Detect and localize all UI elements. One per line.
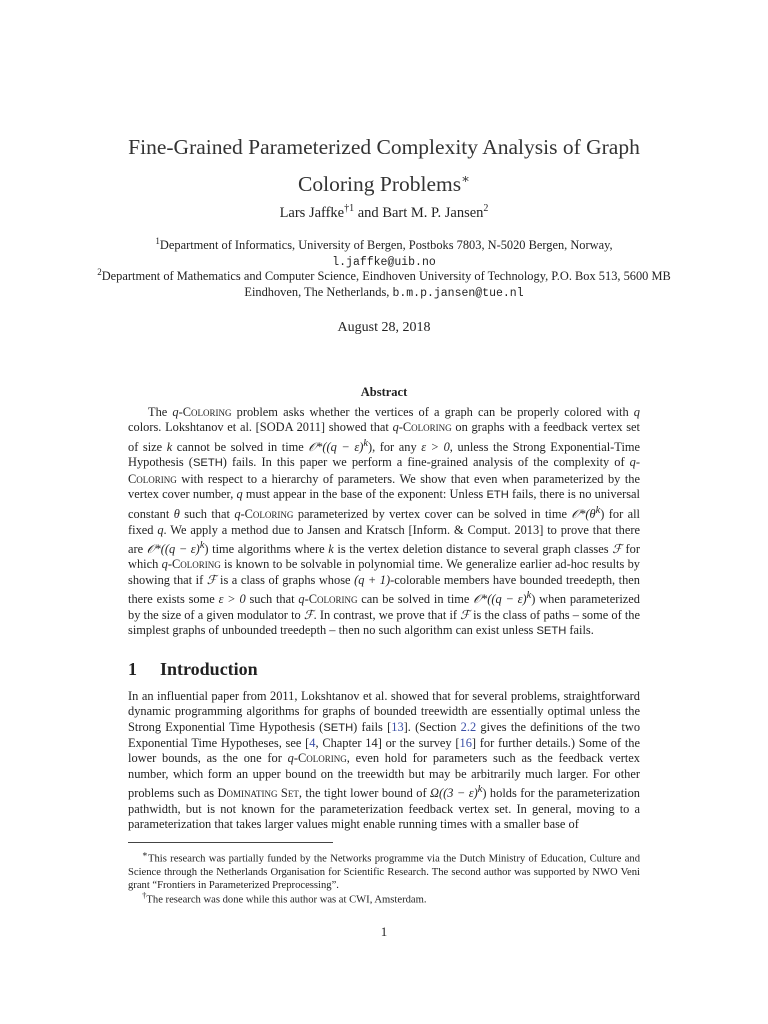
section-heading-introduction: 1 Introduction bbox=[128, 659, 258, 679]
affiliation-1: $^1$Department of Informatics, University of Bergen, Postboks 7803, N-5020 Bergen, Norway, l.jaffke@uib.no bbox=[155, 236, 613, 270]
email-link-2[interactable]: b.m.p.jansen@tue.nl bbox=[392, 287, 524, 301]
citation-link-13[interactable]: 13 bbox=[391, 719, 404, 734]
email-link-1[interactable]: l.jaffke@uib.no bbox=[332, 256, 436, 270]
citation-link-16[interactable]: 16 bbox=[459, 736, 472, 751]
paper-title: Fine-Grained Parameterized Complexity Analysis of Graph Coloring Problems∗ bbox=[128, 135, 640, 197]
section-link-2-2[interactable]: 2.2 bbox=[460, 719, 477, 734]
footnote-2: †The research was done while this author was at CWI, Amsterdam. bbox=[142, 890, 427, 906]
introduction-paragraph: In an influential paper from 2011, Lokshtanov et al. showed that for several problems, straightforward dynamic programming algorithms for graphs of bounded treewidth are essentially optimal unless the Strong Exponential Time Hypothesis (SETH) fails [13]. (Section 2.2 gives the definitions of the two Exponential Time Hypotheses, see [4, Chapter 14] or the survey [16] for further details.) Some of the lower bounds, as the one for q-Coloring, even hold for parameters such as the feedback vertex number, which form an upper bound on the treewidth but may be arbitrarily much larger. For other problems such as Dominating Set, the tight lower bound of $\Omega((3 - \varepsilon)^k)$ holds for the parameterization pathwidth, but is not known for the parameterization feedback vertex set. In general, moving to a parameterization that takes larger values might enable running times with a smaller base of bbox=[128, 689, 641, 831]
affiliation-2: $^2$Department of Mathematics and Computer Science, Eindhoven University of Technology, P.O. Box 513, 5600 MB Eindhoven, The Netherlands, b.m.p.jansen@tue.nl bbox=[97, 267, 671, 301]
page-number: 1 bbox=[380, 924, 388, 939]
paper-date: August 28, 2018 bbox=[337, 320, 431, 335]
footnote-1: ∗This research was partially funded by the Networks programme via the Dutch Ministry of Education, Culture and Science through the Netherlands Organisation for Scientific Research. The second author was supported by NWO Veni grant “Frontiers in Parameterized Preprocessing”. bbox=[128, 849, 640, 891]
abstract-text: The q-Coloring problem asks whether the vertices of a graph can be properly colored with q colors. Lokshtanov et al. [SODA 2011] showed that q-Coloring on graphs with a feedback vertex set of size k cannot be solved in time 𝒪*((q − ε)$^k$), for any ε > 0, unless the Strong Exponential-Time Hypothesis (SETH) fails. In this paper we perform a fine-grained analysis of the complexity of q-Coloring with respect to a hierarchy of parameters. We show that even when parameterized by the vertex cover number, q must appear in the base of the exponent: Unless ETH fails, there is no universal constant θ such that q-Coloring parameterized by vertex cover can be solved in time $𝒪*(\theta^k)$ for all fixed q. We apply a method due to Jansen and Kratsch [Inform. & Comput. 2013] to prove that there are 𝒪*((q − ε)$^k$) time algorithms where k is the vertex deletion distance to several graph classes ℱ for which q-Coloring is known to be solvable in polynomial time. We generalize earlier ad-hoc results by showing that if ℱ is a class of graphs whose (q + 1)-colorable members have bounded treedepth, then there exists some ε > 0 such that q-Coloring can be solved in time 𝒪*((q − ε)$^k$) when parameterized by the size of a given modulator to ℱ. In contrast, we prove that if ℱ is the class of paths – some of the simplest graphs of unbounded treedepth – then no such algorithm can exist unless SETH fails. bbox=[128, 405, 641, 637]
author-1: Lars Jaffke bbox=[279, 204, 345, 221]
author-2: Bart M. P. Jansen bbox=[382, 204, 484, 221]
title-footnote-mark: ∗ bbox=[461, 171, 470, 186]
author-line: Lars Jaffke$^{\dagger 1}$ and Bart M. P. Jansen$^2$ bbox=[279, 203, 489, 221]
abstract-heading: Abstract bbox=[360, 385, 408, 399]
citation-link-4[interactable]: 4 bbox=[309, 736, 316, 751]
footnote-rule bbox=[128, 842, 333, 843]
